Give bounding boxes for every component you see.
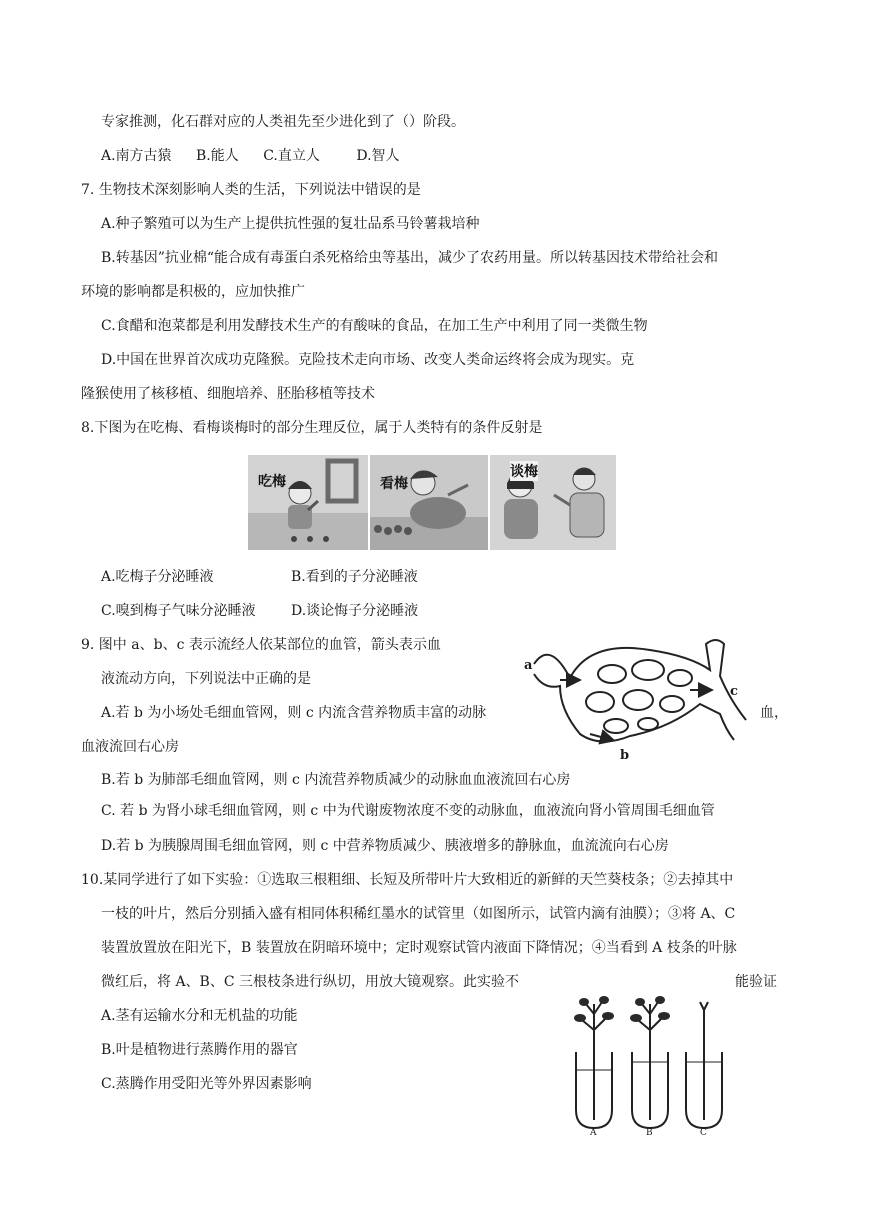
q8-option-d: D.谈论悔子分泌睡液 bbox=[291, 603, 419, 619]
q7-option-b-line1: B.转基因”抗业棉“能合成有毒蛋白杀死格给虫等基出，减少了农药用量。所以转基因技术带给社会和 bbox=[101, 250, 719, 266]
q9-stem-line2: 液流动方向，下列说法中正确的是 bbox=[101, 671, 311, 687]
plum-reflex-illustration bbox=[248, 455, 616, 550]
q8-options-row2 bbox=[101, 601, 418, 621]
q8-options-row1 bbox=[101, 567, 418, 587]
q10-stem-line4: 微红后，将 A、B、C 三根枝条进行纵切，用放大镜观察。此实验不 bbox=[101, 974, 520, 990]
tube-label-c: C bbox=[700, 1128, 707, 1138]
q6-option-c: C.直立人 bbox=[263, 148, 320, 164]
plum-reflex-figure bbox=[248, 455, 616, 550]
q9-option-b: B.若 b 为肺部毛细血管网，则 c 内流营养物质减少的动脉血血液流回右心房 bbox=[101, 772, 571, 788]
q7-option-c: C.食醋和泡菜都是利用发酵技术生产的有酸味的食品，在加工生产中利用了同一类微生物 bbox=[101, 318, 648, 334]
q8-option-a: A.吃梅子分泌睡液 bbox=[101, 569, 214, 585]
q10-stem-line3: 装置放置放在阳光下，B 装置放在阴暗环境中；定时观察试管内液面下降情况；④当看到 A 枝条的叶脉 bbox=[101, 940, 737, 956]
q9-option-d: D.若 b 为胰腺周围毛细血管网，则 c 中营养物质减少、胰液增多的静脉血，血流流向右心房 bbox=[101, 838, 669, 854]
test-tube-diagram bbox=[568, 990, 728, 1140]
capillary-network-figure bbox=[520, 630, 750, 770]
q10-stem-line2: 一枝的叶片，然后分别插入盛有相同体积稀红墨水的试管里（如图所示，试管内滴有油膜）；③将 A、C bbox=[101, 906, 736, 922]
q10-stem-line1: 10.某同学进行了如下实验：①选取三根粗细、长短及所带叶片大致相近的新鲜的天竺葵枝条；②去掉其中 bbox=[81, 872, 734, 888]
q6-option-a: A.南方古猿 bbox=[101, 148, 172, 164]
q9-option-a-line1: A.若 b 为小场处毛细血管网，则 c 内流含营养物质丰富的动脉 bbox=[101, 705, 487, 721]
q7-stem: 7. 生物技术深刻影响人类的生活，下列说法中错误的是 bbox=[81, 182, 421, 198]
q9-option-c: C. 若 b 为肾小球毛细血管网，则 c 中为代谢废物浓度不变的动脉血，血液流向肾小管周围毛细血管 bbox=[101, 803, 715, 819]
tube-label-b: B bbox=[646, 1128, 653, 1138]
capillary-network-diagram bbox=[520, 630, 750, 770]
q10-stem-line4-tail: 能验证 bbox=[735, 974, 777, 990]
q6-option-d: D.智人 bbox=[356, 148, 400, 164]
vessel-label-a: a bbox=[524, 658, 533, 673]
test-tube-figure bbox=[568, 990, 728, 1140]
q9-stem-line1: 9. 图中 a、b、c 表示流经人依某部位的血管，箭头表示血 bbox=[81, 637, 441, 653]
panel-label-talk: 谈梅 bbox=[510, 461, 538, 481]
q9-option-a-line2: 血液流回右心房 bbox=[81, 739, 179, 755]
q7-option-b-line2: 环境的影响都是积极的，应加快推广 bbox=[81, 284, 305, 300]
panel-label-see: 看梅 bbox=[380, 476, 408, 492]
q6-stem-line: 专家推测，化石群对应的人类祖先至少进化到了（）阶段。 bbox=[101, 114, 465, 130]
q6-options bbox=[101, 146, 400, 166]
panel-label-eat: 吃梅 bbox=[258, 474, 286, 490]
tube-label-a: A bbox=[590, 1128, 597, 1138]
q7-option-a: A.种子繁殖可以为生产上提供抗性强的复壮品系马铃薯栽培种 bbox=[101, 216, 480, 232]
vessel-label-c: c bbox=[730, 684, 738, 699]
q7-option-d-line2: 隆猴使用了核移植、细胞培养、胚胎移植等技术 bbox=[81, 386, 375, 402]
q8-option-b: B.看到的子分泌睡液 bbox=[291, 569, 418, 585]
q8-stem: 8.下图为在吃梅、看梅谈梅时的部分生理反位，属于人类特有的条件反射是 bbox=[81, 420, 543, 436]
q6-option-b: B.能人 bbox=[196, 148, 239, 164]
q7-option-d-line1: D.中国在世界首次成功克隆猴。克险技术走向市场、改变人类命运终将会成为现实。克 bbox=[101, 352, 635, 368]
q10-option-a: A.茎有运输水分和无机盐的功能 bbox=[101, 1008, 298, 1024]
q10-option-c: C.蒸腾作用受阳光等外界因素影响 bbox=[101, 1076, 312, 1092]
q9-option-a-tail: 血， bbox=[760, 705, 788, 721]
q8-option-c: C.嗅到梅子气味分泌睡液 bbox=[101, 603, 256, 619]
q10-option-b: B.叶是植物进行蒸腾作用的器官 bbox=[101, 1042, 298, 1058]
vessel-label-b: b bbox=[620, 748, 630, 763]
